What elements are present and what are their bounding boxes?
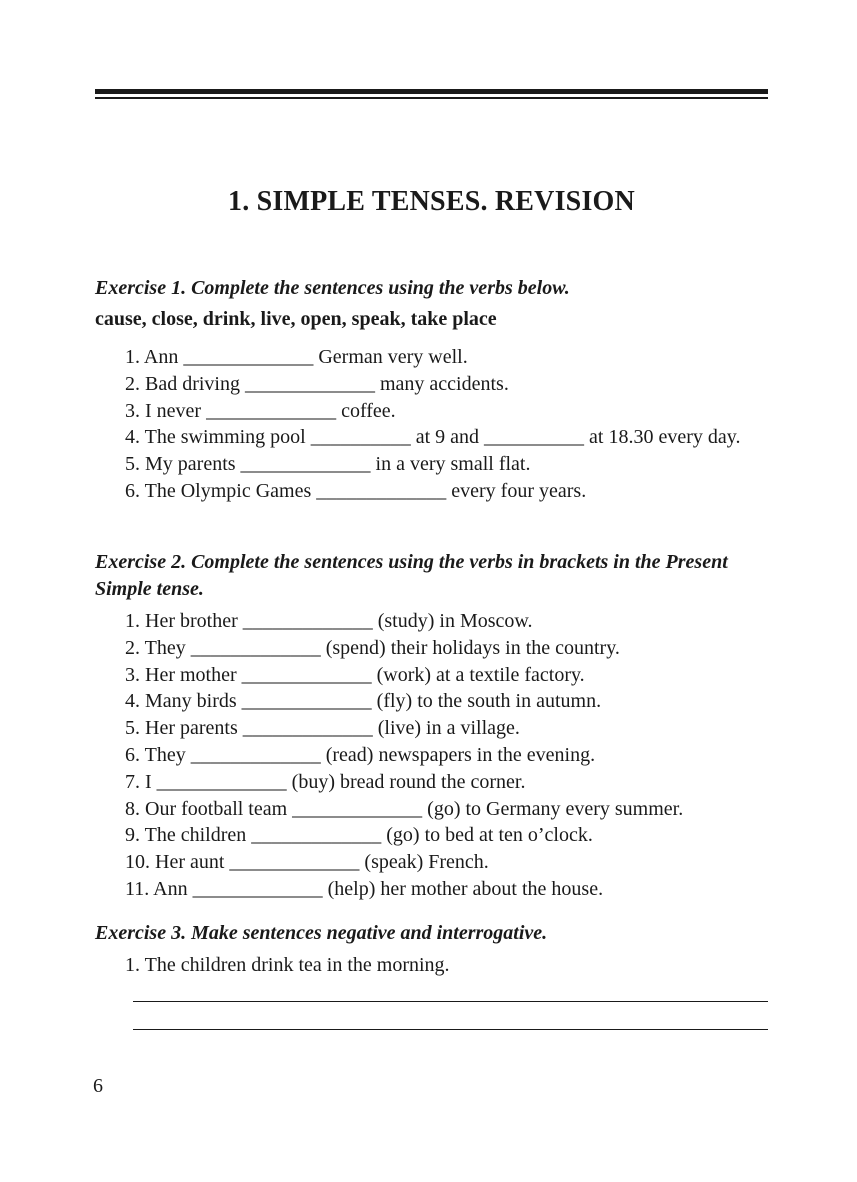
exercise-3-heading: Exercise 3. Make sentences negative and interrogative. <box>95 922 548 944</box>
page-number: 6 <box>93 1075 103 1097</box>
exercise-3-item: 1. The children drink tea in the morning. <box>125 954 450 976</box>
exercise-1-verb-list: cause, close, drink, live, open, speak, take place <box>95 308 497 330</box>
header-rule-thick <box>95 89 768 94</box>
exercise-1-item: 2. Bad driving _____________ many accidents. <box>125 372 509 395</box>
exercise-2-item: 9. The children _____________ (go) to bed at ten o’clock. <box>125 824 593 847</box>
answer-line[interactable] <box>133 1029 768 1030</box>
exercise-2-item: 5. Her parents _____________ (live) in a village. <box>125 717 520 740</box>
exercise-1-item: 6. The Olympic Games _____________ every four years. <box>125 479 587 502</box>
exercise-2-item: 7. I _____________ (buy) bread round the corner. <box>125 770 526 793</box>
exercise-2-item: 1. Her brother _____________ (study) in Moscow. <box>125 610 533 632</box>
exercise-2-item: 2. They _____________ (spend) their holidays in the country. <box>125 636 620 659</box>
exercise-1-item: 3. I never _____________ coffee. <box>125 399 396 422</box>
header-rule-thin <box>95 97 768 99</box>
exercise-2-item: 11. Ann _____________ (help) her mother about the house. <box>125 877 604 900</box>
exercise-2-item: 10. Her aunt _____________ (speak) French. <box>125 851 489 874</box>
exercise-1-items <box>95 344 768 505</box>
exercise-2-heading: Exercise 2. Complete the sentences using the verbs in brackets in the Present Simple tense. <box>95 551 728 600</box>
exercise-1-item: 1. Ann _____________ German very well. <box>125 346 468 368</box>
answer-line[interactable] <box>133 1001 768 1002</box>
exercise-1-item: 4. The swimming pool __________ at 9 and __________ at 18.30 every day. <box>125 426 741 449</box>
exercise-1-heading: Exercise 1. Complete the sentences using the verbs below. <box>95 277 570 299</box>
exercise-2-item: 4. Many birds _____________ (fly) to the south in autumn. <box>125 690 602 713</box>
exercise-2-item: 8. Our football team _____________ (go) to Germany every summer. <box>125 797 684 820</box>
exercise-2-items <box>95 608 768 903</box>
chapter-title: 1. SIMPLE TENSES. REVISION <box>228 186 635 217</box>
exercise-1-item: 5. My parents _____________ in a very small flat. <box>125 453 531 476</box>
exercise-2-item: 3. Her mother _____________ (work) at a textile factory. <box>125 663 585 686</box>
exercise-2-item: 6. They _____________ (read) newspapers in the evening. <box>125 743 596 766</box>
exercise-3-items <box>95 952 768 979</box>
